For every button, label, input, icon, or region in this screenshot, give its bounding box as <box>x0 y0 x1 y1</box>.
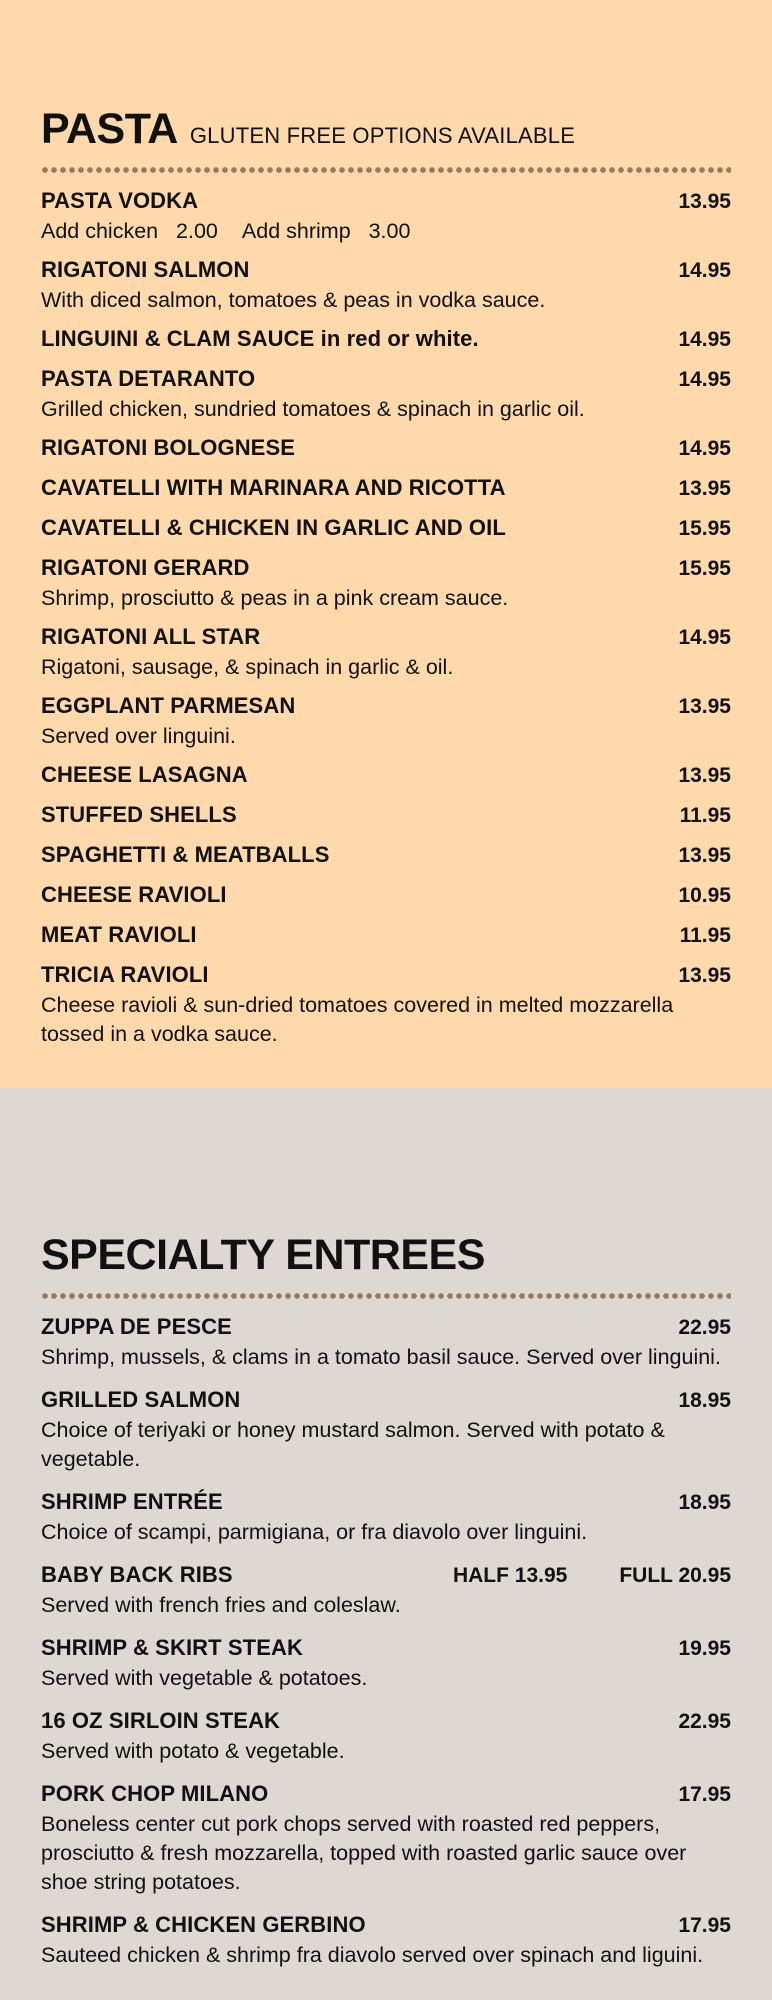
menu-item-description: Served over linguini. <box>41 724 236 748</box>
menu-item <box>41 433 731 464</box>
menu-item-name: RIGATONI GERARD <box>41 555 250 580</box>
menu-item-name: CHEESE RAVIOLI <box>41 882 227 907</box>
menu-item-name: PORK CHOP MILANO <box>41 1781 269 1806</box>
dotted-divider <box>41 1292 731 1300</box>
entrees-heading <box>41 1231 731 1282</box>
addon-option: Add shrimp 3.00 <box>241 219 411 243</box>
menu-item-name: TRICIA RAVIOLI <box>41 962 209 987</box>
menu-item-price: 14.95 <box>678 626 731 649</box>
menu-item-row <box>41 473 731 504</box>
menu-item-price: 18.95 <box>678 1491 731 1514</box>
dotted-divider <box>41 166 731 174</box>
menu-item <box>41 1560 731 1620</box>
menu-item <box>41 1779 731 1897</box>
addon-option: Add chicken 2.00 <box>41 219 218 243</box>
menu-item-row <box>41 324 731 355</box>
menu-item <box>41 1910 731 1970</box>
menu-item-price: 11.95 <box>679 804 731 827</box>
entrees-title: SPECIALTY ENTREES <box>41 1231 485 1279</box>
menu-item-price: 17.95 <box>678 1914 731 1937</box>
menu-item-name: BABY BACK RIBS <box>41 1562 233 1587</box>
menu-item-name: EGGPLANT PARMESAN <box>41 693 296 718</box>
menu-item-description: Rigatoni, sausage, & spinach in garlic & oil. <box>41 655 454 679</box>
menu-item-name: RIGATONI BOLOGNESE <box>41 435 296 460</box>
menu-item-name: LINGUINI & CLAM SAUCE in red or white. <box>41 326 479 351</box>
menu-item-description: Served with vegetable & potatoes. <box>41 1666 368 1690</box>
menu-item-row <box>41 960 731 991</box>
menu-item <box>41 880 731 911</box>
menu-item-row <box>41 622 731 653</box>
menu-item-row <box>41 1385 731 1416</box>
menu-item-name: CHEESE LASAGNA <box>41 762 248 787</box>
menu-item <box>41 513 731 544</box>
menu-item <box>41 800 731 831</box>
menu-item <box>41 553 731 613</box>
menu-item-description: Boneless center cut pork chops served with roasted red peppers, prosciutto & fresh mozzarella, topped with roasted garlic sauce over shoe string potatoes. <box>41 1812 687 1894</box>
menu-item-name: GRILLED SALMON <box>41 1387 241 1412</box>
menu-item-price: 13.95 <box>678 695 731 718</box>
menu-item <box>41 324 731 355</box>
menu-item <box>41 1487 731 1547</box>
menu-item-price: 14.95 <box>678 259 731 282</box>
menu-item-name: 16 OZ SIRLOIN STEAK <box>41 1708 281 1733</box>
menu-item <box>41 622 731 682</box>
menu-item-name: ZUPPA DE PESCE <box>41 1314 232 1339</box>
menu-item-name: MEAT RAVIOLI <box>41 922 197 947</box>
entrees-section <box>0 1088 772 2000</box>
menu-item <box>41 691 731 751</box>
menu-item-price: 10.95 <box>678 884 731 907</box>
menu-item-name: PASTA DETARANTO <box>41 366 256 391</box>
menu-item-description: Sauteed chicken & shrimp fra diavolo served over spinach and liguini. <box>41 1943 704 1967</box>
menu-item-row <box>41 840 731 871</box>
menu-item <box>41 1385 731 1474</box>
entrees-menu-list <box>41 1312 731 1970</box>
menu-item <box>41 920 731 951</box>
menu-item-row <box>41 364 731 395</box>
menu-item-row <box>41 800 731 831</box>
menu-item <box>41 760 731 791</box>
menu-item-name: SHRIMP ENTRÉE <box>41 1489 223 1514</box>
menu-item-description: With diced salmon, tomatoes & peas in vodka sauce. <box>41 288 546 312</box>
menu-item-name: CAVATELLI & CHICKEN IN GARLIC AND OIL <box>41 515 506 540</box>
menu-item-description: Served with french fries and coleslaw. <box>41 1593 401 1617</box>
menu-item-name: CAVATELLI WITH MARINARA AND RICOTTA <box>41 475 506 500</box>
menu-item <box>41 1633 731 1693</box>
menu-item-name: RIGATONI ALL STAR <box>41 624 261 649</box>
pasta-subtitle: GLUTEN FREE OPTIONS AVAILABLE <box>189 123 576 148</box>
menu-item-row <box>41 1633 731 1664</box>
menu-item-name: RIGATONI SALMON <box>41 257 250 282</box>
menu-item-price: 13.95 <box>678 477 731 500</box>
menu-item-price: 19.95 <box>678 1637 731 1660</box>
menu-item <box>41 840 731 871</box>
menu-item-price: 15.95 <box>678 517 731 540</box>
pasta-menu-list <box>41 186 731 1049</box>
menu-item-price: 22.95 <box>678 1710 731 1733</box>
menu-item-name: PASTA VODKA <box>41 188 199 213</box>
menu-item <box>41 364 731 424</box>
menu-item-description: Grilled chicken, sundried tomatoes & spinach in garlic oil. <box>41 397 585 421</box>
menu-item-row <box>41 1706 731 1737</box>
menu-item-price: 13.95 <box>678 844 731 867</box>
menu-item-row <box>41 433 731 464</box>
menu-item-price: 14.95 <box>678 328 731 351</box>
menu-item-row <box>41 1779 731 1810</box>
menu-item-price: 13.95 <box>678 764 731 787</box>
menu-item-price: 17.95 <box>678 1783 731 1806</box>
menu-item-price: 11.95 <box>679 924 731 947</box>
menu-item-row <box>41 513 731 544</box>
menu-item-price: 14.95 <box>678 437 731 460</box>
menu-item-name: SHRIMP & SKIRT STEAK <box>41 1635 303 1660</box>
menu-item-name: SHRIMP & CHICKEN GERBINO <box>41 1912 366 1937</box>
menu-item-row <box>41 1487 731 1518</box>
menu-item-row <box>41 553 731 584</box>
menu-item-price: 22.95 <box>678 1316 731 1339</box>
menu-item-row <box>41 880 731 911</box>
menu-item-row <box>41 1910 731 1941</box>
menu-item <box>41 960 731 1049</box>
menu-item-description: Shrimp, mussels, & clams in a tomato basil sauce. Served over linguini. <box>41 1345 721 1369</box>
menu-item-description: Cheese ravioli & sun-dried tomatoes covered in melted mozzarella tossed in a vodka sauce. <box>41 993 674 1046</box>
menu-item-prices <box>453 1561 731 1591</box>
menu-item <box>41 1706 731 1766</box>
menu-item-description: Shrimp, prosciutto & peas in a pink cream sauce. <box>41 586 509 610</box>
pasta-title: PASTA <box>41 105 178 153</box>
menu-item-row <box>41 1312 731 1343</box>
menu-item-name: SPAGHETTI & MEATBALLS <box>41 842 330 867</box>
menu-item <box>41 255 731 315</box>
menu-item-price: 13.95 <box>678 964 731 987</box>
half-price: HALF 13.95 <box>452 1564 568 1587</box>
menu-item-description: Choice of teriyaki or honey mustard salmon. Served with potato & vegetable. <box>41 1418 665 1471</box>
menu-item-addons <box>41 217 731 246</box>
menu-item-row <box>41 920 731 951</box>
menu-item-price: 13.95 <box>678 190 731 213</box>
menu-item-price: 15.95 <box>678 557 731 580</box>
menu-item-price: 14.95 <box>678 368 731 391</box>
menu-item-row <box>41 1560 731 1591</box>
menu-item-row <box>41 691 731 722</box>
full-price: FULL 20.95 <box>619 1564 731 1587</box>
menu-item-description: Served with potato & vegetable. <box>41 1739 345 1763</box>
menu-item-row <box>41 255 731 286</box>
menu-item <box>41 186 731 246</box>
menu-item-price: 18.95 <box>678 1389 731 1412</box>
menu-item-description: Choice of scampi, parmigiana, or fra diavolo over linguini. <box>41 1520 588 1544</box>
menu-item-row <box>41 186 731 217</box>
pasta-heading <box>41 105 731 156</box>
menu-item-name: STUFFED SHELLS <box>41 802 237 827</box>
menu-item <box>41 1312 731 1372</box>
menu-item <box>41 473 731 504</box>
menu-item-row <box>41 760 731 791</box>
